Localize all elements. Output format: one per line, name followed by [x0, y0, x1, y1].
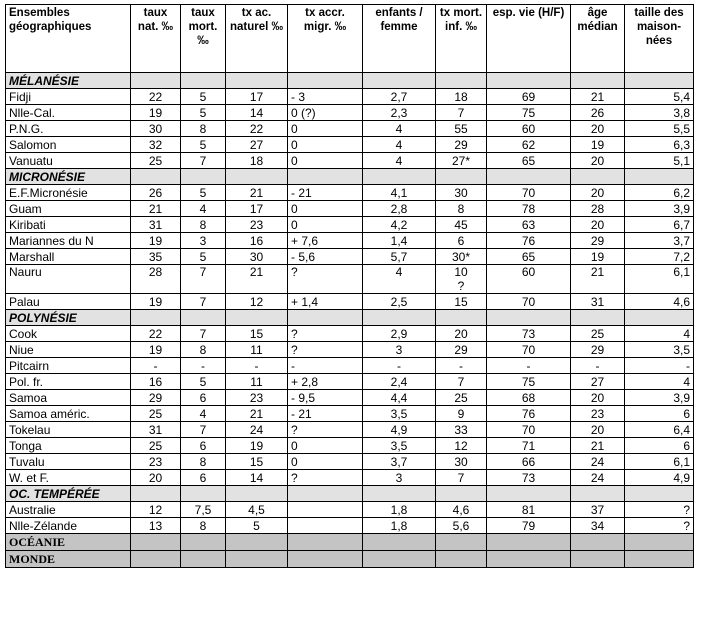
table-cell: 3,9: [625, 201, 694, 217]
table-cell: 79: [487, 518, 571, 534]
table-cell: -: [363, 358, 436, 374]
table-cell: -: [571, 358, 625, 374]
table-cell: 70: [487, 185, 571, 201]
table-row: [6, 121, 694, 137]
table-cell: 28: [131, 265, 181, 294]
table-cell: 4: [181, 406, 226, 422]
table-cell: 29: [571, 233, 625, 249]
table-cell: 20: [571, 422, 625, 438]
table-cell: 1,4: [363, 233, 436, 249]
table-cell: 3,7: [625, 233, 694, 249]
table-cell: 20: [571, 217, 625, 233]
table-cell: 20: [131, 470, 181, 486]
table-cell: + 1,4: [288, 294, 363, 310]
table-cell: 7: [436, 374, 487, 390]
table-cell: 0: [288, 438, 363, 454]
row-label: Tuvalu: [6, 454, 131, 470]
table-cell: -: [181, 358, 226, 374]
header-cell: Ensembles géographiques: [6, 5, 131, 73]
table-cell: 62: [487, 137, 571, 153]
table-cell: ?: [288, 470, 363, 486]
table-cell: 31: [131, 217, 181, 233]
table-cell: 22: [131, 326, 181, 342]
table-cell: 6: [625, 406, 694, 422]
table-cell: 14: [226, 470, 288, 486]
table-cell: 31: [571, 294, 625, 310]
table-cell: 7,5: [181, 502, 226, 518]
table-cell: 3: [363, 470, 436, 486]
table-cell: 55: [436, 121, 487, 137]
table-cell: 81: [487, 502, 571, 518]
table-cell: 70: [487, 342, 571, 358]
table-cell: 28: [571, 201, 625, 217]
table-cell: 21: [571, 265, 625, 294]
table-cell: 5,4: [625, 89, 694, 105]
row-label: Samoa améric.: [6, 406, 131, 422]
table-cell: + 7,6: [288, 233, 363, 249]
row-label: P.N.G.: [6, 121, 131, 137]
row-label: Nauru: [6, 265, 131, 294]
table-cell: 2,4: [363, 374, 436, 390]
table-cell: 3: [181, 233, 226, 249]
table-cell: 29: [131, 390, 181, 406]
row-label: Kiribati: [6, 217, 131, 233]
table-cell: 75: [487, 105, 571, 121]
table-cell: 3,9: [625, 390, 694, 406]
table-cell: -: [625, 358, 694, 374]
row-label: Nlle-Cal.: [6, 105, 131, 121]
row-label: Mariannes du N: [6, 233, 131, 249]
header-cell: taux mort. ‰: [181, 5, 226, 73]
row-label: Niue: [6, 342, 131, 358]
table-cell: 27: [226, 137, 288, 153]
table-cell: 21: [571, 89, 625, 105]
table-cell: 4,4: [363, 390, 436, 406]
table-cell: 7: [436, 470, 487, 486]
table-cell: 0: [288, 137, 363, 153]
table-cell: 26: [131, 185, 181, 201]
table-cell: 5: [181, 374, 226, 390]
table-cell: 18: [436, 89, 487, 105]
table-row: [6, 233, 694, 249]
row-label: Cook: [6, 326, 131, 342]
table-cell: 5: [181, 185, 226, 201]
table-cell: + 2,8: [288, 374, 363, 390]
table-cell: 0: [288, 153, 363, 169]
table-cell: 23: [226, 217, 288, 233]
table-cell: 20: [571, 121, 625, 137]
table-cell: 6: [625, 438, 694, 454]
table-cell: 15: [436, 294, 487, 310]
table-row: [6, 502, 694, 518]
row-label: Guam: [6, 201, 131, 217]
table-cell: 20: [571, 153, 625, 169]
row-label: Salomon: [6, 137, 131, 153]
header-cell: taille des maison-nées: [625, 5, 694, 73]
table-cell: 8: [181, 342, 226, 358]
table-body: [6, 73, 694, 534]
table-cell: 73: [487, 326, 571, 342]
total-row: [6, 551, 694, 568]
row-label: Tokelau: [6, 422, 131, 438]
table-cell: 25: [131, 438, 181, 454]
table-cell: 7: [436, 105, 487, 121]
table-cell: 8: [181, 121, 226, 137]
table-cell: 6,7: [625, 217, 694, 233]
table-cell: 6,1: [625, 265, 694, 294]
table-cell: 0 (?): [288, 105, 363, 121]
table-cell: [288, 518, 363, 534]
table-cell: 65: [487, 153, 571, 169]
table-cell: 5: [181, 89, 226, 105]
table-row: [6, 406, 694, 422]
table-cell: 5: [181, 137, 226, 153]
table-cell: 24: [226, 422, 288, 438]
section-header-row: [6, 310, 694, 326]
table-cell: 4,6: [625, 294, 694, 310]
table-cell: 4: [363, 265, 436, 294]
row-label: Australie: [6, 502, 131, 518]
table-cell: 31: [131, 422, 181, 438]
header-cell: tx accr. migr. ‰: [288, 5, 363, 73]
table-cell: 21: [131, 201, 181, 217]
table-cell: 0: [288, 201, 363, 217]
table-cell: ?: [625, 502, 694, 518]
table-cell: 11: [226, 342, 288, 358]
table-cell: 2,9: [363, 326, 436, 342]
table-cell: 23: [571, 406, 625, 422]
table-cell: 17: [226, 201, 288, 217]
table-cell: 18: [226, 153, 288, 169]
table-cell: 33: [436, 422, 487, 438]
table-cell: 4,9: [363, 422, 436, 438]
row-label: Pol. fr.: [6, 374, 131, 390]
table-cell: 19: [571, 137, 625, 153]
table-cell: - 3: [288, 89, 363, 105]
table-cell: 29: [571, 342, 625, 358]
table-row: [6, 438, 694, 454]
table-cell: 19: [571, 249, 625, 265]
header-cell: tx mort. inf. ‰: [436, 5, 487, 73]
table-cell: 17: [226, 89, 288, 105]
table-cell: 21: [571, 438, 625, 454]
row-label: Marshall: [6, 249, 131, 265]
table-row: [6, 470, 694, 486]
table-cell: 2,5: [363, 294, 436, 310]
table-cell: 35: [131, 249, 181, 265]
table-row: [6, 326, 694, 342]
table-row: [6, 105, 694, 121]
table-cell: 6,3: [625, 137, 694, 153]
table-cell: 13: [131, 518, 181, 534]
table-cell: 32: [131, 137, 181, 153]
table-cell: 4: [625, 326, 694, 342]
table-row: [6, 137, 694, 153]
table-cell: 26: [571, 105, 625, 121]
table-cell: 5,7: [363, 249, 436, 265]
table-row: [6, 518, 694, 534]
header-cell: enfants / femme: [363, 5, 436, 73]
table-cell: 30: [131, 121, 181, 137]
table-cell: 5,6: [436, 518, 487, 534]
table-cell: 6: [181, 390, 226, 406]
section-title: MICRONÉSIE: [6, 169, 131, 185]
table-cell: 37: [571, 502, 625, 518]
table-cell: 76: [487, 406, 571, 422]
table-row: [6, 294, 694, 310]
table-cell: 19: [131, 233, 181, 249]
row-label: Fidji: [6, 89, 131, 105]
table-cell: 69: [487, 89, 571, 105]
table-cell: 65: [487, 249, 571, 265]
table-cell: 4: [363, 153, 436, 169]
table-cell: - 5,6: [288, 249, 363, 265]
table-cell: 3,7: [363, 454, 436, 470]
table-row: [6, 358, 694, 374]
table-cell: 16: [131, 374, 181, 390]
table-cell: 8: [181, 518, 226, 534]
table-cell: 30: [436, 454, 487, 470]
table-cell: 23: [226, 390, 288, 406]
table-cell: 24: [571, 470, 625, 486]
table-cell: 2,7: [363, 89, 436, 105]
table-cell: 0: [288, 217, 363, 233]
table-cell: 2,3: [363, 105, 436, 121]
table-cell: 20: [436, 326, 487, 342]
table-cell: 5,5: [625, 121, 694, 137]
table-cell: ?: [288, 342, 363, 358]
section-header-row: [6, 169, 694, 185]
table-cell: - 21: [288, 185, 363, 201]
table-cell: 20: [571, 185, 625, 201]
table-cell: 68: [487, 390, 571, 406]
table-cell: 7: [181, 265, 226, 294]
table-row: [6, 374, 694, 390]
table-cell: 19: [131, 342, 181, 358]
table-cell: 22: [131, 89, 181, 105]
table-cell: 4: [625, 374, 694, 390]
table-cell: 3,8: [625, 105, 694, 121]
table-cell: 24: [571, 454, 625, 470]
table-cell: 25: [571, 326, 625, 342]
table-cell: 3: [363, 342, 436, 358]
table-cell: 60: [487, 121, 571, 137]
table-cell: 1,8: [363, 518, 436, 534]
row-label: Palau: [6, 294, 131, 310]
table-row: [6, 153, 694, 169]
table-cell: 12: [436, 438, 487, 454]
table-cell: 14: [226, 105, 288, 121]
table-cell: -: [288, 358, 363, 374]
table-cell: 2,8: [363, 201, 436, 217]
section-title: MÉLANÉSIE: [6, 73, 131, 89]
table-cell: 9: [436, 406, 487, 422]
table-cell: 10 ?: [436, 265, 487, 294]
table-cell: 8: [181, 217, 226, 233]
table-row: [6, 454, 694, 470]
table-cell: 4,1: [363, 185, 436, 201]
total-label: OCÉANIE: [6, 534, 131, 551]
table-cell: 21: [226, 406, 288, 422]
table-cell: 30: [436, 185, 487, 201]
table-cell: 8: [436, 201, 487, 217]
table-cell: -: [131, 358, 181, 374]
table-cell: 34: [571, 518, 625, 534]
table-cell: 23: [131, 454, 181, 470]
row-label: Samoa: [6, 390, 131, 406]
table-cell: 75: [487, 374, 571, 390]
section-header-row: [6, 486, 694, 502]
table-cell: 25: [131, 153, 181, 169]
table-cell: 7,2: [625, 249, 694, 265]
row-label: E.F.Micronésie: [6, 185, 131, 201]
table-cell: 4,9: [625, 470, 694, 486]
table-cell: 78: [487, 201, 571, 217]
table-cell: 4,2: [363, 217, 436, 233]
table-cell: 7: [181, 422, 226, 438]
header-cell: taux nat. ‰: [131, 5, 181, 73]
header-cell: esp. vie (H/F): [487, 5, 571, 73]
table-row: [6, 185, 694, 201]
table-cell: 11: [226, 374, 288, 390]
table-cell: 60: [487, 265, 571, 294]
section-title: OC. TEMPÉRÉE: [6, 486, 131, 502]
table-cell: 4,5: [226, 502, 288, 518]
table-cell: 21: [226, 265, 288, 294]
table-cell: 15: [226, 454, 288, 470]
table-cell: 27: [571, 374, 625, 390]
table-cell: 0: [288, 454, 363, 470]
table-cell: 45: [436, 217, 487, 233]
table-cell: 22: [226, 121, 288, 137]
table-cell: -: [226, 358, 288, 374]
table-cell: 25: [436, 390, 487, 406]
table-cell: 7: [181, 153, 226, 169]
table-cell: 3,5: [625, 342, 694, 358]
table-cell: 6: [181, 438, 226, 454]
row-label: Tonga: [6, 438, 131, 454]
table-cell: 6,2: [625, 185, 694, 201]
table-cell: 25: [131, 406, 181, 422]
demographics-table: [5, 4, 694, 568]
table-cell: 71: [487, 438, 571, 454]
table-cell: 5: [181, 249, 226, 265]
table-cell: 30: [226, 249, 288, 265]
total-label: MONDE: [6, 551, 131, 568]
table-cell: 30*: [436, 249, 487, 265]
row-label: W. et F.: [6, 470, 131, 486]
total-row: [6, 534, 694, 551]
header-cell: tx ac. naturel ‰: [226, 5, 288, 73]
table-cell: 5: [226, 518, 288, 534]
table-cell: 3,5: [363, 438, 436, 454]
header-cell: âge médian: [571, 5, 625, 73]
row-label: Vanuatu: [6, 153, 131, 169]
table-cell: 0: [288, 121, 363, 137]
table-cell: 16: [226, 233, 288, 249]
table-cell: 70: [487, 422, 571, 438]
section-header-row: [6, 73, 694, 89]
table-cell: 12: [226, 294, 288, 310]
row-label: Nlle-Zélande: [6, 518, 131, 534]
table-cell: 70: [487, 294, 571, 310]
header-row: [6, 5, 694, 73]
table-cell: 4: [181, 201, 226, 217]
table-cell: ?: [288, 265, 363, 294]
table-cell: 4,6: [436, 502, 487, 518]
table-cell: 6: [181, 470, 226, 486]
table-cell: 63: [487, 217, 571, 233]
table-cell: - 9,5: [288, 390, 363, 406]
table-cell: 19: [131, 294, 181, 310]
table-cell: 7: [181, 294, 226, 310]
table-cell: 19: [226, 438, 288, 454]
table-row: [6, 265, 694, 294]
table-row: [6, 89, 694, 105]
table-cell: 6,4: [625, 422, 694, 438]
row-label: Pitcairn: [6, 358, 131, 374]
table-cell: ?: [625, 518, 694, 534]
table-cell: 1,8: [363, 502, 436, 518]
table-cell: 6,1: [625, 454, 694, 470]
table-cell: 20: [571, 390, 625, 406]
table-cell: 29: [436, 137, 487, 153]
table-cell: 19: [131, 105, 181, 121]
table-cell: 29: [436, 342, 487, 358]
table-cell: 21: [226, 185, 288, 201]
table-cell: 66: [487, 454, 571, 470]
table-cell: 5,1: [625, 153, 694, 169]
table-row: [6, 201, 694, 217]
table-cell: 6: [436, 233, 487, 249]
table-cell: ?: [288, 422, 363, 438]
table-row: [6, 422, 694, 438]
table-cell: 73: [487, 470, 571, 486]
table-row: [6, 390, 694, 406]
table-cell: -: [487, 358, 571, 374]
table-cell: ?: [288, 326, 363, 342]
table-cell: 76: [487, 233, 571, 249]
section-title: POLYNÉSIE: [6, 310, 131, 326]
table-cell: 15: [226, 326, 288, 342]
table-row: [6, 217, 694, 233]
table-cell: - 21: [288, 406, 363, 422]
table-cell: 4: [363, 121, 436, 137]
table-row: [6, 249, 694, 265]
table-cell: [288, 502, 363, 518]
table-cell: 4: [363, 137, 436, 153]
table-cell: -: [436, 358, 487, 374]
table-cell: 3,5: [363, 406, 436, 422]
table-cell: 5: [181, 105, 226, 121]
table-cell: 27*: [436, 153, 487, 169]
table-cell: 8: [181, 454, 226, 470]
table-cell: 7: [181, 326, 226, 342]
table-row: [6, 342, 694, 358]
table-cell: 12: [131, 502, 181, 518]
